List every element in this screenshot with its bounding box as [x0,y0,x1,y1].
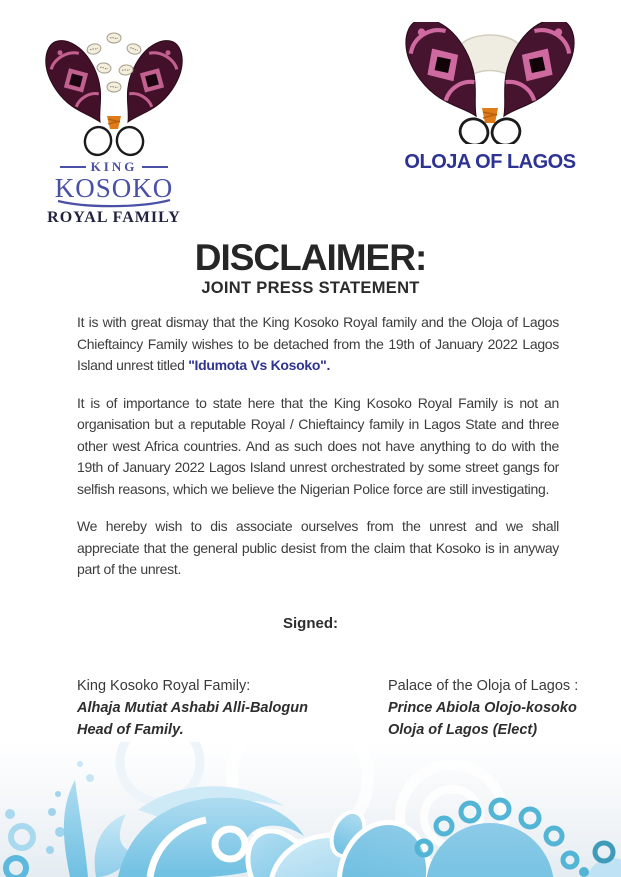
oloja-of-lagos-text: OLOJA OF LAGOS [404,151,576,173]
paragraph-1-text: It is with great dismay that the King Kosoko Royal family and the Oloja of Lagos Chieftaincy Family wishes to be detached from the 19th of January 2022 Lagos Island unrest titled [77,314,559,373]
rule-left [60,166,86,168]
signature-oloja [388,675,621,741]
king-kosoko-logo [38,26,190,227]
water-splash-decoration [0,742,621,877]
signature-name: Prince Abiola Olojo-kosoko [388,700,577,716]
signature-org: King Kosoko Royal Family: [77,678,251,694]
joint-press-statement-subtitle: JOINT PRESS STATEMENT [201,279,420,297]
disclaimer-title: DISCLAIMER: [194,237,427,278]
paragraph-2: It is of importance to state here that the King Kosoko Royal Family is not an organisation but a reputable Royal / Chieftaincy family in Lagos State and three other west Africa countries. And as such does not have anything to do with the 19th of January 2022 Lagos Island unrest orchestrated by some street gangs for selfish reasons, which we believe the Nigerian Police force are still investigating. [77,394,559,497]
signature-org: Palace of the Oloja of Lagos : [388,678,579,694]
king-text: KING [90,159,138,174]
signature-role: Head of Family. [77,722,184,738]
kosoko-text: KOSOKO [54,173,174,203]
signature-name: Alhaja Mutiat Ashabi Alli-Balogun [77,700,308,716]
idumota-vs-kosoko-highlight: "Idumota Vs Kosoko". [188,357,331,373]
oloja-of-lagos-logo [393,22,587,174]
royal-family-text: ROYAL FAMILY [47,209,181,226]
signature-role: Oloja of Lagos (Elect) [388,722,538,738]
paragraph-1 [77,312,559,377]
signature-king-kosoko [77,675,377,741]
rule-right [142,166,168,168]
paragraph-3: We hereby wish to dis associate ourselves from the unrest and we shall appreciate that the general public desist from the claim that Kosoko is in anyway part of the unrest. [77,518,559,577]
statement-body [77,312,559,597]
water-splash-icon [0,742,621,877]
crossed-fans-crown-icon [400,22,580,144]
crossed-fans-cowries-icon [44,26,184,158]
signed-label: Signed: [283,615,338,632]
title-block [0,238,621,298]
